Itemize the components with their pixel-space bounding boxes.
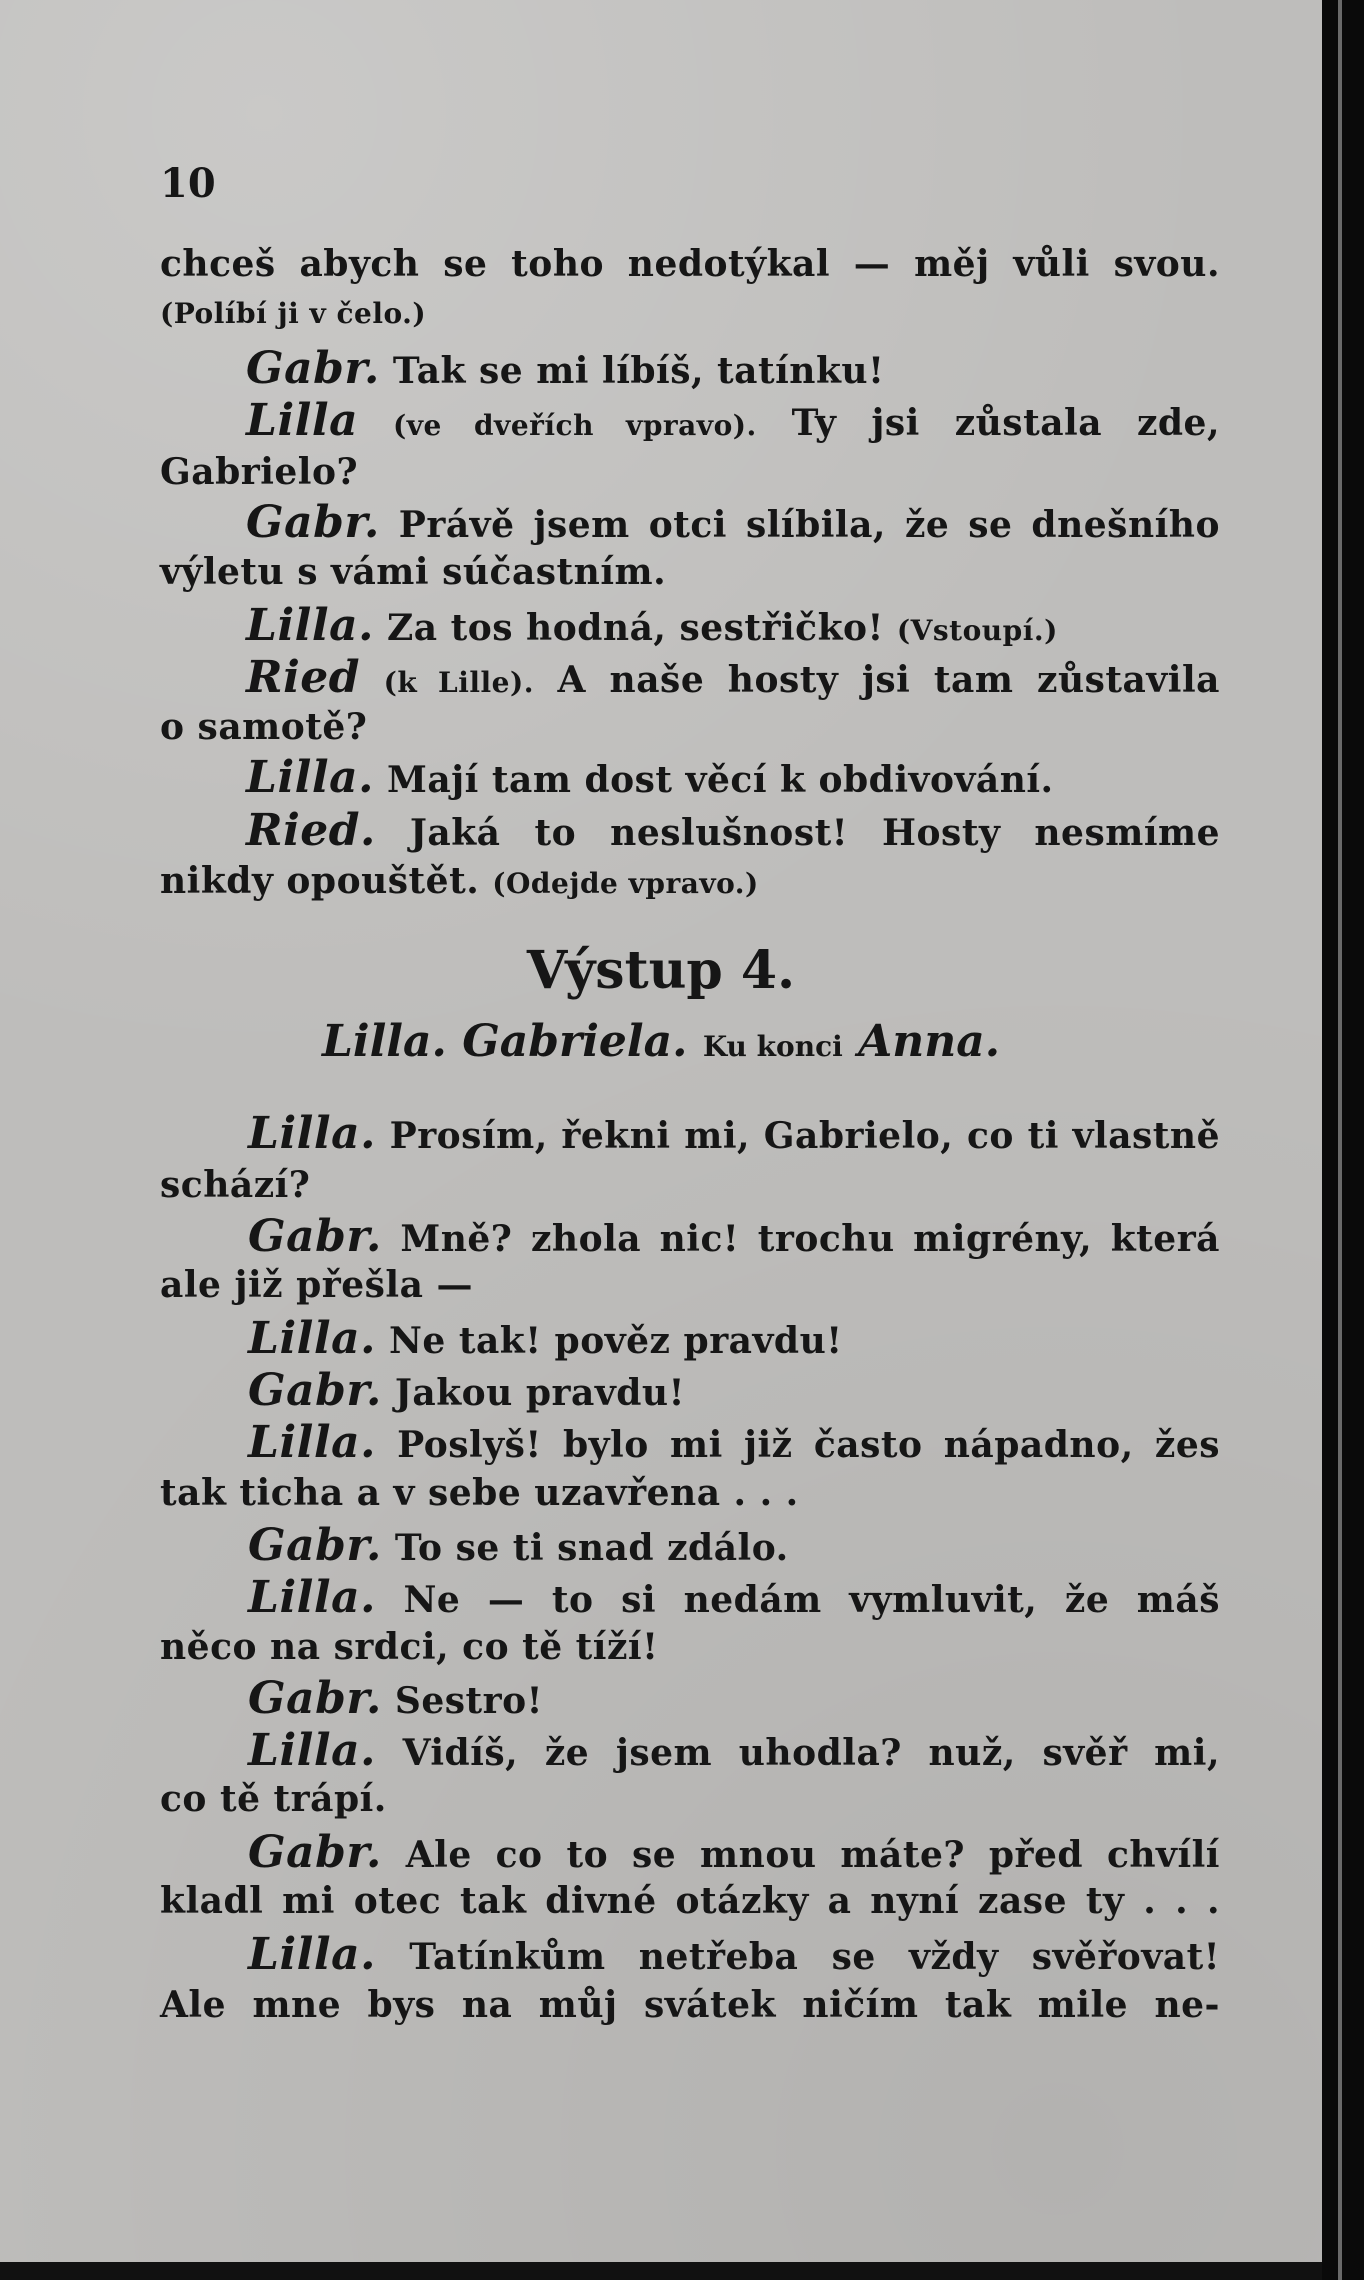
text-line	[160, 1626, 658, 1668]
line-text: Tak se mi líbíš, tatínku!	[392, 350, 885, 392]
line-text: Mně? zhola nic! trochu migrény, která	[400, 1218, 1220, 1260]
dialogue-line	[248, 1365, 685, 1416]
text-line	[160, 243, 1220, 285]
speaker-name: Ried.	[246, 805, 376, 856]
speaker-name: Lilla.	[248, 1929, 376, 1980]
line-text: Vidíš, že jsem uhodla? nuž, svěř mi,	[402, 1732, 1220, 1774]
speaker-name: Gabr.	[246, 343, 380, 394]
line-text: Ale co to se mnou máte? před chvílí	[405, 1834, 1220, 1876]
text-line	[160, 1264, 473, 1306]
line-text: Sestro!	[394, 1680, 543, 1722]
dialogue-line	[248, 1417, 1220, 1468]
speaker-name: Gabr.	[248, 1211, 382, 1262]
speaker-name: Lilla.	[248, 1417, 376, 1468]
line-text: chceš abych se toho nedotýkal — měj vůli svou.	[160, 243, 1220, 285]
dialogue-line	[248, 1211, 1220, 1262]
line-text: Jakou pravdu!	[394, 1372, 685, 1414]
cast-member: Lilla.	[321, 1016, 447, 1067]
dialogue-line	[248, 1572, 1220, 1623]
dialogue-line	[248, 1673, 543, 1724]
cast-note: Ku konci	[702, 1030, 843, 1063]
text-line	[160, 1164, 310, 1206]
text-line	[160, 1472, 799, 1514]
line-text: Gabrielo?	[160, 451, 359, 493]
speaker-name: Lilla.	[246, 600, 374, 651]
text-line	[160, 706, 367, 748]
speaker-name: Gabr.	[248, 1365, 382, 1416]
dialogue-line	[246, 752, 1054, 803]
line-text: kladl mi otec tak divné otázky a nyní zase ty . . .	[160, 1880, 1220, 1922]
line-text: Právě jsem otci slíbila, že se dnešního	[398, 504, 1220, 546]
speaker-name: Lilla.	[248, 1108, 376, 1159]
text-line	[160, 860, 759, 902]
line-text: výletu s vámi súčastním.	[160, 551, 667, 593]
page-number: 10	[160, 160, 216, 207]
dialogue-line	[246, 652, 1220, 703]
speaker-name: Gabr.	[246, 497, 380, 548]
speaker-name: Lilla.	[248, 1572, 376, 1623]
speaker-name: Lilla.	[248, 1313, 376, 1364]
dialogue-line	[246, 600, 1058, 651]
line-text: ale již přešla —	[160, 1264, 473, 1306]
dialogue-line	[248, 1929, 1220, 1980]
dialogue-line	[246, 805, 1220, 856]
line-text: co tě trápí.	[160, 1778, 387, 1820]
dialogue-line	[248, 1827, 1220, 1878]
line-text: Ne — to si nedám vymluvit, že máš	[403, 1579, 1220, 1621]
line-text: schází?	[160, 1164, 311, 1206]
dialogue-line	[246, 343, 884, 394]
speaker-name: Lilla.	[246, 752, 374, 803]
dialogue-line	[248, 1520, 789, 1571]
scan-border-bottom	[0, 2262, 1322, 2280]
dialogue-line	[248, 1108, 1220, 1159]
speaker-name: Gabr.	[248, 1520, 382, 1571]
line-text: Tatínkům netřeba se vždy svěřovat!	[409, 1936, 1220, 1978]
line-text: tak ticha a v sebe uzavřena . . .	[160, 1472, 799, 1514]
text-line	[160, 551, 666, 593]
dialogue-line	[246, 395, 1220, 446]
text-line	[160, 1778, 387, 1820]
speaker-name: Gabr.	[248, 1827, 382, 1878]
line-text: o samotě?	[160, 706, 368, 748]
line-text: Ale mne bys na můj svátek ničím tak mile ne-	[160, 1984, 1220, 2026]
line-text: To se ti snad zdálo.	[394, 1527, 789, 1569]
line-text: Prosím, řekni mi, Gabrielo, co ti vlastně	[389, 1115, 1220, 1157]
text-line	[160, 451, 358, 493]
dialogue-line	[246, 497, 1220, 548]
text-line	[160, 1880, 1220, 1922]
speaker-name: Lilla.	[248, 1725, 376, 1776]
stage-direction: (ve dveřích vpravo).	[393, 409, 757, 442]
line-text: A naše hosty jsi tam zůstavila	[557, 659, 1220, 701]
cast-member: Anna.	[858, 1016, 1001, 1067]
line-text: Mají tam dost věcí k obdivování.	[386, 759, 1054, 801]
stage-direction: (Vstoupí.)	[896, 614, 1058, 647]
scene-cast	[0, 1016, 1322, 1067]
line-text: něco na srdci, co tě tíží!	[160, 1626, 659, 1668]
line-text: Poslyš! bylo mi již často nápadno, žes	[397, 1424, 1220, 1466]
line-text: Ty jsi zůstala zde,	[791, 402, 1220, 444]
scene-title: Výstup 4.	[526, 940, 796, 1001]
line-text: Ne tak! pověz pravdu!	[388, 1320, 843, 1362]
speaker-name: Ried	[246, 652, 361, 703]
text-line	[160, 1984, 1220, 2026]
line-text: nikdy opouštět.	[160, 860, 480, 902]
line-text: Jaká to neslušnost! Hosty nesmíme	[409, 812, 1220, 854]
speaker-name: Gabr.	[248, 1673, 382, 1724]
stage-direction-line	[160, 297, 426, 330]
dialogue-line	[248, 1313, 843, 1364]
stage-direction: (Odejde vpravo.)	[492, 867, 759, 900]
stage-direction: (Políbí ji v čelo.)	[160, 297, 427, 330]
line-text: Za tos hodná, sestřičko!	[386, 607, 884, 649]
speaker-name: Lilla	[246, 395, 359, 446]
dialogue-line	[248, 1725, 1220, 1776]
cast-member: Gabriela.	[462, 1016, 688, 1067]
stage-direction: (k Lille).	[383, 666, 534, 699]
scan-border-right	[1322, 0, 1364, 2280]
